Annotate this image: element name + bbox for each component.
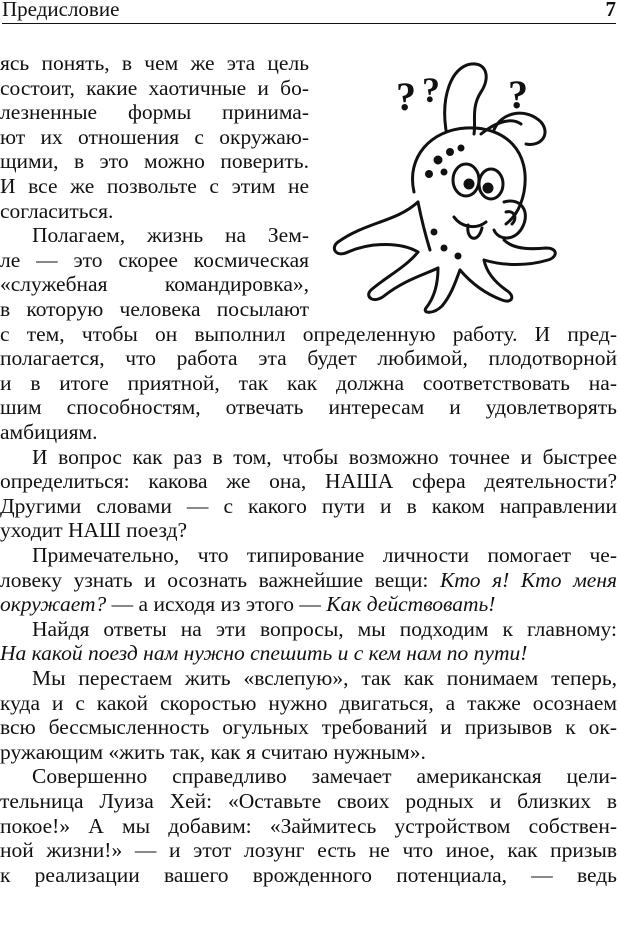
- paragraph-start: И вопрос как раз в том, чтобы возможно точнее и быстрее: [32, 444, 617, 469]
- paragraph-start: Примечательно, что типирование личности помогает че-: [32, 543, 617, 567]
- text-line: ной жизни!» — и этот лозунг есть не что иное, как призыв: [0, 838, 617, 863]
- text-line: амбициям.: [0, 420, 98, 444]
- text-line: всю бессмысленность огульных требований и призывов к ок-: [0, 715, 617, 740]
- text-line: и в итоге приятной, так как должна соответствовать на-: [0, 370, 617, 395]
- text-line: «служебная командировка»,: [0, 272, 309, 297]
- page-number: 7: [605, 0, 616, 21]
- italic-span: окружает?: [0, 592, 107, 617]
- text-line: в которую человека посылают: [0, 297, 309, 321]
- text-line: щими, в это можно поверить.: [0, 149, 309, 174]
- text-line: [0, 592, 617, 617]
- text-line: [0, 641, 617, 666]
- text-line: ясь понять, в чем же эта цель: [0, 51, 309, 75]
- text-line: покое!» А мы добавим: «Займитесь устройством собствен-: [0, 813, 617, 838]
- text-line: тельница Луиза Хей: «Оставьте своих родных и близких в: [0, 789, 617, 813]
- text-line: И все же позвольте с этим не: [0, 174, 309, 198]
- text-line: ружающим «жить так, как я считаю нужным».: [0, 739, 426, 764]
- italic-span: Кто я! Кто меня: [439, 567, 618, 592]
- text-line: куда и с какой скоростью нужно двигаться, а также осознаем: [0, 690, 617, 715]
- text-line: ют их отношения с окружаю-: [0, 124, 309, 149]
- text-line: полагается, что работа эта будет любимой, плодотворной: [0, 346, 617, 371]
- paragraph-start: Найдя ответы на эти вопросы, мы подходим к главному:: [32, 616, 617, 641]
- text-line: с тем, чтобы он выполнил определенную работу. И пред-: [0, 321, 617, 346]
- text-line: уходит НАШ поезд?: [0, 518, 188, 543]
- paragraph-start: Совершенно справедливо замечает американская цели-: [32, 764, 617, 789]
- question-mark-2: ?: [422, 70, 440, 110]
- running-header: [2, 0, 616, 24]
- text-line: определиться: какова же она, НАША сфера деятельности?: [0, 469, 617, 494]
- text-line: к реализации вашего врожденного потенциала, — ведь: [0, 862, 617, 887]
- section-title: Предисловие: [2, 0, 120, 21]
- text-line: [0, 568, 617, 593]
- italic-span: Как действовать!: [326, 592, 496, 617]
- text-line: согласиться.: [0, 198, 114, 223]
- text-line: шим способностям, отвечать интересам и удовлетворять: [0, 395, 617, 420]
- confused-alien-cartoon-icon: [326, 52, 616, 314]
- paragraph-start: Полагаем, жизнь на Зем-: [32, 223, 309, 248]
- text-line: лезненные формы принима-: [0, 100, 309, 125]
- text-span: ловеку узнать и осознать важнейшие вещи:: [0, 567, 440, 592]
- text-line: ле — это скорее космическая: [0, 247, 309, 272]
- italic-span: На какой поезд нам нужно спешить и с кем нам по пути!: [0, 641, 528, 666]
- text-line: Другими словами — с какого пути и в каком направлении: [0, 493, 617, 518]
- question-mark-1: ?: [396, 74, 416, 119]
- paragraph-start: Мы перестаем жить «вслепую», так как понимаем теперь,: [32, 666, 617, 690]
- question-mark-3: ?: [508, 72, 528, 117]
- text-line: состоит, какие хаотичные и бо-: [0, 75, 309, 100]
- text-span: — а исходя из этого —: [106, 592, 327, 617]
